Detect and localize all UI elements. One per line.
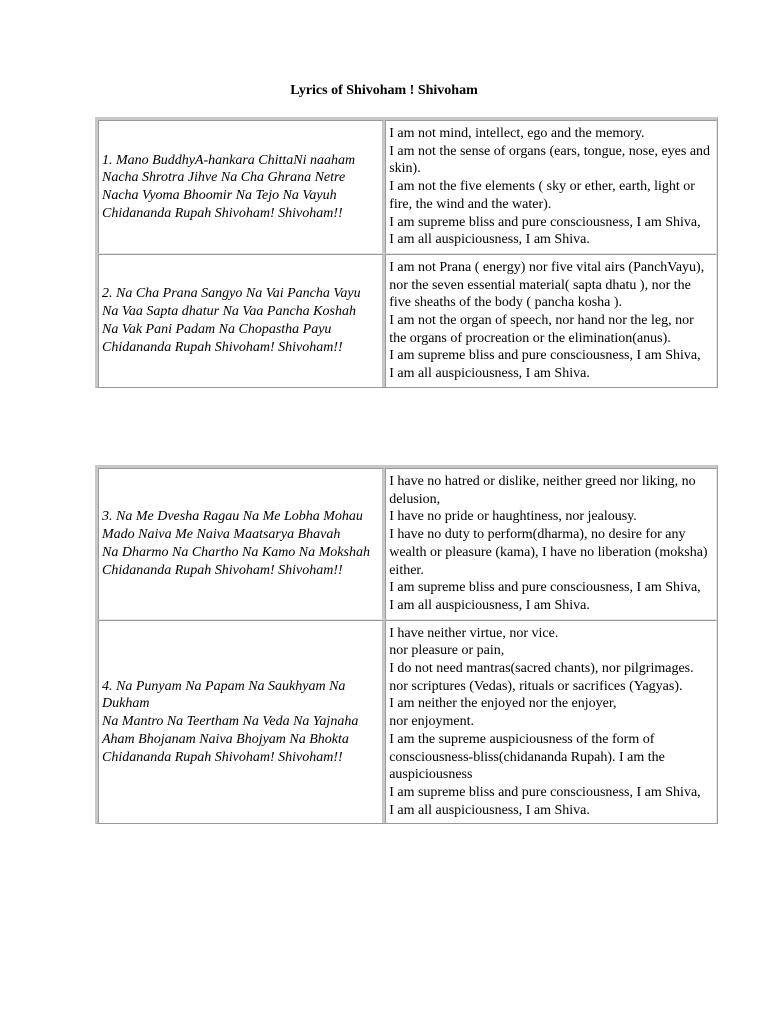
english-line: I am not Prana ( energy) nor five vital airs (PanchVayu), nor the seven essential material( sapta dhatu ), nor the five sheaths of the body ( pancha kosha ).: [389, 259, 705, 311]
english-line: I am neither the enjoyed nor the enjoyer,: [389, 696, 617, 712]
lyrics-table-2: [95, 465, 718, 824]
english-line: I am not the sense of organs (ears, tongue, nose, eyes and skin).: [389, 143, 711, 177]
english-line: I am all auspiciousness, I am Shiva.: [389, 597, 590, 613]
sanskrit-line: Na Vaa Sapta dhatur Na Vaa Pancha Koshah: [102, 304, 356, 320]
sanskrit-line: 3. Na Me Dvesha Ragau Na Me Lobha Mohau: [102, 509, 363, 525]
sanskrit-line: Chidananda Rupah Shivoham! Shivoham!!: [102, 749, 343, 765]
sanskrit-line: Chidananda Rupah Shivoham! Shivoham!!: [102, 562, 343, 578]
sanskrit-line: Chidananda Rupah Shivoham! Shivoham!!: [102, 339, 343, 355]
english-cell: [385, 468, 717, 620]
verse-row-4: [98, 620, 717, 824]
sanskrit-line: Nacha Vyoma Bhoomir Na Tejo Na Vayuh: [102, 187, 337, 203]
english-line: I am the supreme auspiciousness of the form of consciousness-bliss(chidananda Rupah). I am the auspiciousness: [389, 731, 665, 783]
sanskrit-cell: [98, 620, 385, 824]
english-line: I have neither virtue, nor vice.: [389, 625, 559, 641]
sanskrit-line: 4. Na Punyam Na Papam Na Saukhyam Na Dukham: [102, 678, 346, 712]
english-cell: [385, 620, 717, 824]
english-line: I am supreme bliss and pure consciousness, I am Shiva,: [389, 214, 701, 230]
page-title: Lyrics of Shivoham ! Shivoham: [290, 83, 478, 98]
english-line: I am all auspiciousness, I am Shiva.: [389, 232, 590, 248]
sanskrit-line: Aham Bhojanam Naiva Bhojyam Na Bhokta: [102, 731, 349, 747]
sanskrit-line: Nacha Shrotra Jihve Na Cha Ghrana Netre: [102, 170, 346, 186]
english-line: I have no pride or haughtiness, nor jealousy.: [389, 509, 637, 525]
english-line: I do not need mantras(sacred chants), nor pilgrimages. nor scriptures (Vedas), rituals or sacrifices (Yagyas).: [389, 661, 694, 694]
english-line: I am all auspiciousness, I am Shiva.: [389, 366, 590, 382]
english-line: I am supreme bliss and pure consciousness, I am Shiva,: [389, 580, 701, 596]
sanskrit-cell: [98, 120, 385, 254]
english-line: nor enjoyment.: [389, 714, 474, 730]
english-cell: [385, 254, 717, 387]
english-line: I am all auspiciousness, I am Shiva.: [389, 802, 590, 818]
sanskrit-cell: [98, 254, 385, 387]
verse-row-3: [98, 468, 717, 620]
english-line: I have no duty to perform(dharma), no desire for any wealth or pleasure (kama), I have no liberation (moksha) either.: [389, 527, 708, 578]
sanskrit-line: Mado Naiva Me Naiva Maatsarya Bhavah: [102, 527, 341, 543]
sanskrit-line: 1. Mano BuddhyA-hankara ChittaNi naaham: [102, 152, 356, 168]
sanskrit-line: 2. Na Cha Prana Sangyo Na Vai Pancha Vayu: [102, 286, 361, 302]
sanskrit-line: Na Dharmo Na Chartho Na Kamo Na Mokshah: [102, 544, 370, 560]
lyrics-table-1: [95, 117, 718, 388]
english-cell: [385, 120, 717, 254]
sanskrit-cell: [98, 468, 385, 620]
english-line: I am supreme bliss and pure consciousness, I am Shiva,: [389, 784, 701, 800]
english-line: I am not the organ of speech, nor hand nor the leg, nor the organs of procreation or the elimination(anus).: [389, 313, 694, 346]
verse-row-2: [98, 254, 717, 387]
sanskrit-line: Chidananda Rupah Shivoham! Shivoham!!: [102, 205, 343, 221]
sanskrit-line: Na Vak Pani Padam Na Chopastha Payu: [102, 321, 332, 337]
verse-row-1: [98, 120, 717, 254]
sanskrit-line: Na Mantro Na Teertham Na Veda Na Yajnaha: [102, 714, 359, 730]
english-line: nor pleasure or pain,: [389, 643, 505, 659]
english-line: I am supreme bliss and pure consciousness, I am Shiva,: [389, 348, 701, 364]
english-line: I am not the five elements ( sky or ether, earth, light or fire, the wind and the water).: [389, 179, 695, 212]
english-line: I am not mind, intellect, ego and the memory.: [389, 126, 645, 141]
english-line: I have no hatred or dislike, neither greed nor liking, no delusion,: [389, 474, 696, 507]
